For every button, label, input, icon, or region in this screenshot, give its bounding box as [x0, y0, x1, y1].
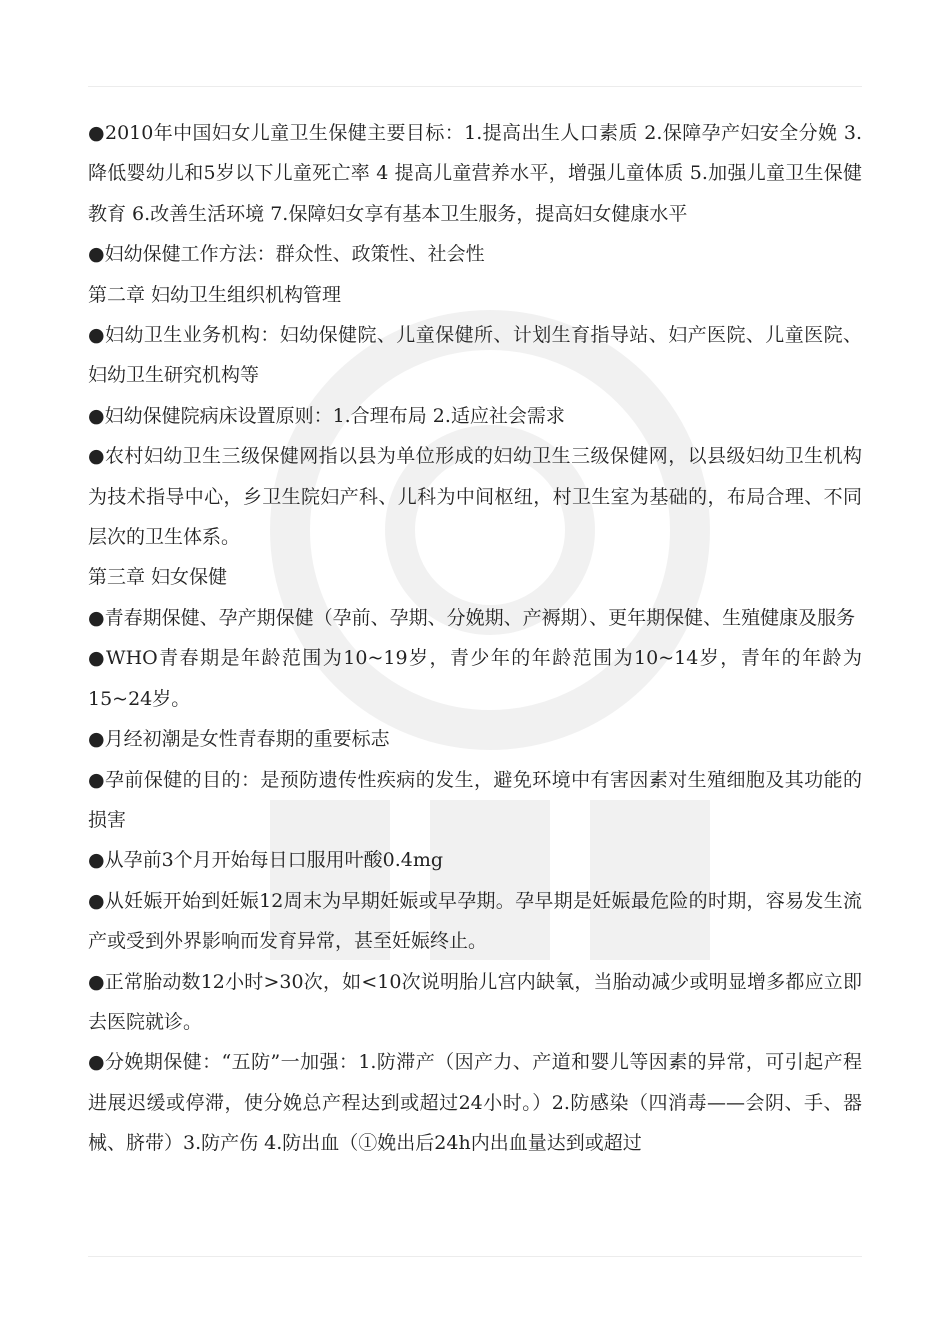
paragraph-rural-network: ●农村妇幼卫生三级保健网指以县为单位形成的妇幼卫生三级保健网，以县级妇幼卫生机构为技术指导中心，乡卫生院妇产科、儿科为中间枢纽，村卫生室为基础的，布局合理、不同层次的卫生体系。	[88, 445, 862, 549]
document-body	[88, 113, 862, 1164]
footer-rule	[88, 1256, 862, 1257]
paragraph-work-methods: ●妇幼保健工作方法：群众性、政策性、社会性	[88, 243, 485, 266]
paragraph-who-adolescence: ●WHO青春期是年龄范围为10~19岁，青少年的年龄范围为10~14岁，青年的年龄为15~24岁。	[88, 647, 862, 710]
paragraph-early-pregnancy: ●从妊娠开始到妊娠12周末为早期妊娠或早孕期。孕早期是妊娠最危险的时期，容易发生流产或受到外界影响而发育异常，甚至妊娠终止。	[88, 889, 862, 953]
paragraph-health-stages: ●青春期保健、孕产期保健（孕前、孕期、分娩期、产褥期）、更年期保健、生殖健康及服务	[88, 606, 856, 629]
paragraph-fetal-movement: ●正常胎动数12小时>30次，如<10次说明胎儿宫内缺氧，当胎动减少或明显增多都应立即去医院就诊。	[88, 970, 862, 1033]
paragraph-business-institutions: ●妇幼卫生业务机构：妇幼保健院、儿童保健所、计划生育指导站、妇产医院、儿童医院、妇幼卫生研究机构等	[88, 324, 862, 387]
chapter-heading-3: 第三章 妇女保健	[88, 566, 228, 589]
paragraph-delivery-care: ●分娩期保健：“五防”一加强：1.防滞产（因产力、产道和婴儿等因素的异常，可引起产程进展迟缓或停滞，使分娩总产程达到或超过24小时。）2.防感染（四消毒——会阴、手、器械、脐带）3.防产伤 4.防出血（①娩出后24h内出血量达到或超过	[88, 1051, 862, 1155]
header-rule	[88, 86, 862, 87]
paragraph-health-goals: ●2010年中国妇女儿童卫生保健主要目标：1.提高出生人口素质 2.保障孕产妇安全分娩 3.降低婴幼儿和5岁以下儿童死亡率 4 提高儿童营养水平，增强儿童体质 5.加强儿童卫生保健教育 6.改善生活环境 7.保障妇女享有基本卫生服务，提高妇女健康水平	[88, 122, 862, 225]
chapter-heading-2: 第二章 妇幼卫生组织机构管理	[88, 283, 342, 306]
paragraph-bed-principles: ●妇幼保健院病床设置原则：1.合理布局 2.适应社会需求	[88, 404, 565, 427]
paragraph-folic-acid: ●从孕前3个月开始每日口服用叶酸0.4mg	[88, 849, 444, 872]
paragraph-preconception-purpose: ●孕前保健的目的：是预防遗传性疾病的发生，避免环境中有害因素对生殖细胞及其功能的损害	[88, 768, 862, 831]
paragraph-menarche: ●月经初潮是女性青春期的重要标志	[88, 728, 390, 751]
